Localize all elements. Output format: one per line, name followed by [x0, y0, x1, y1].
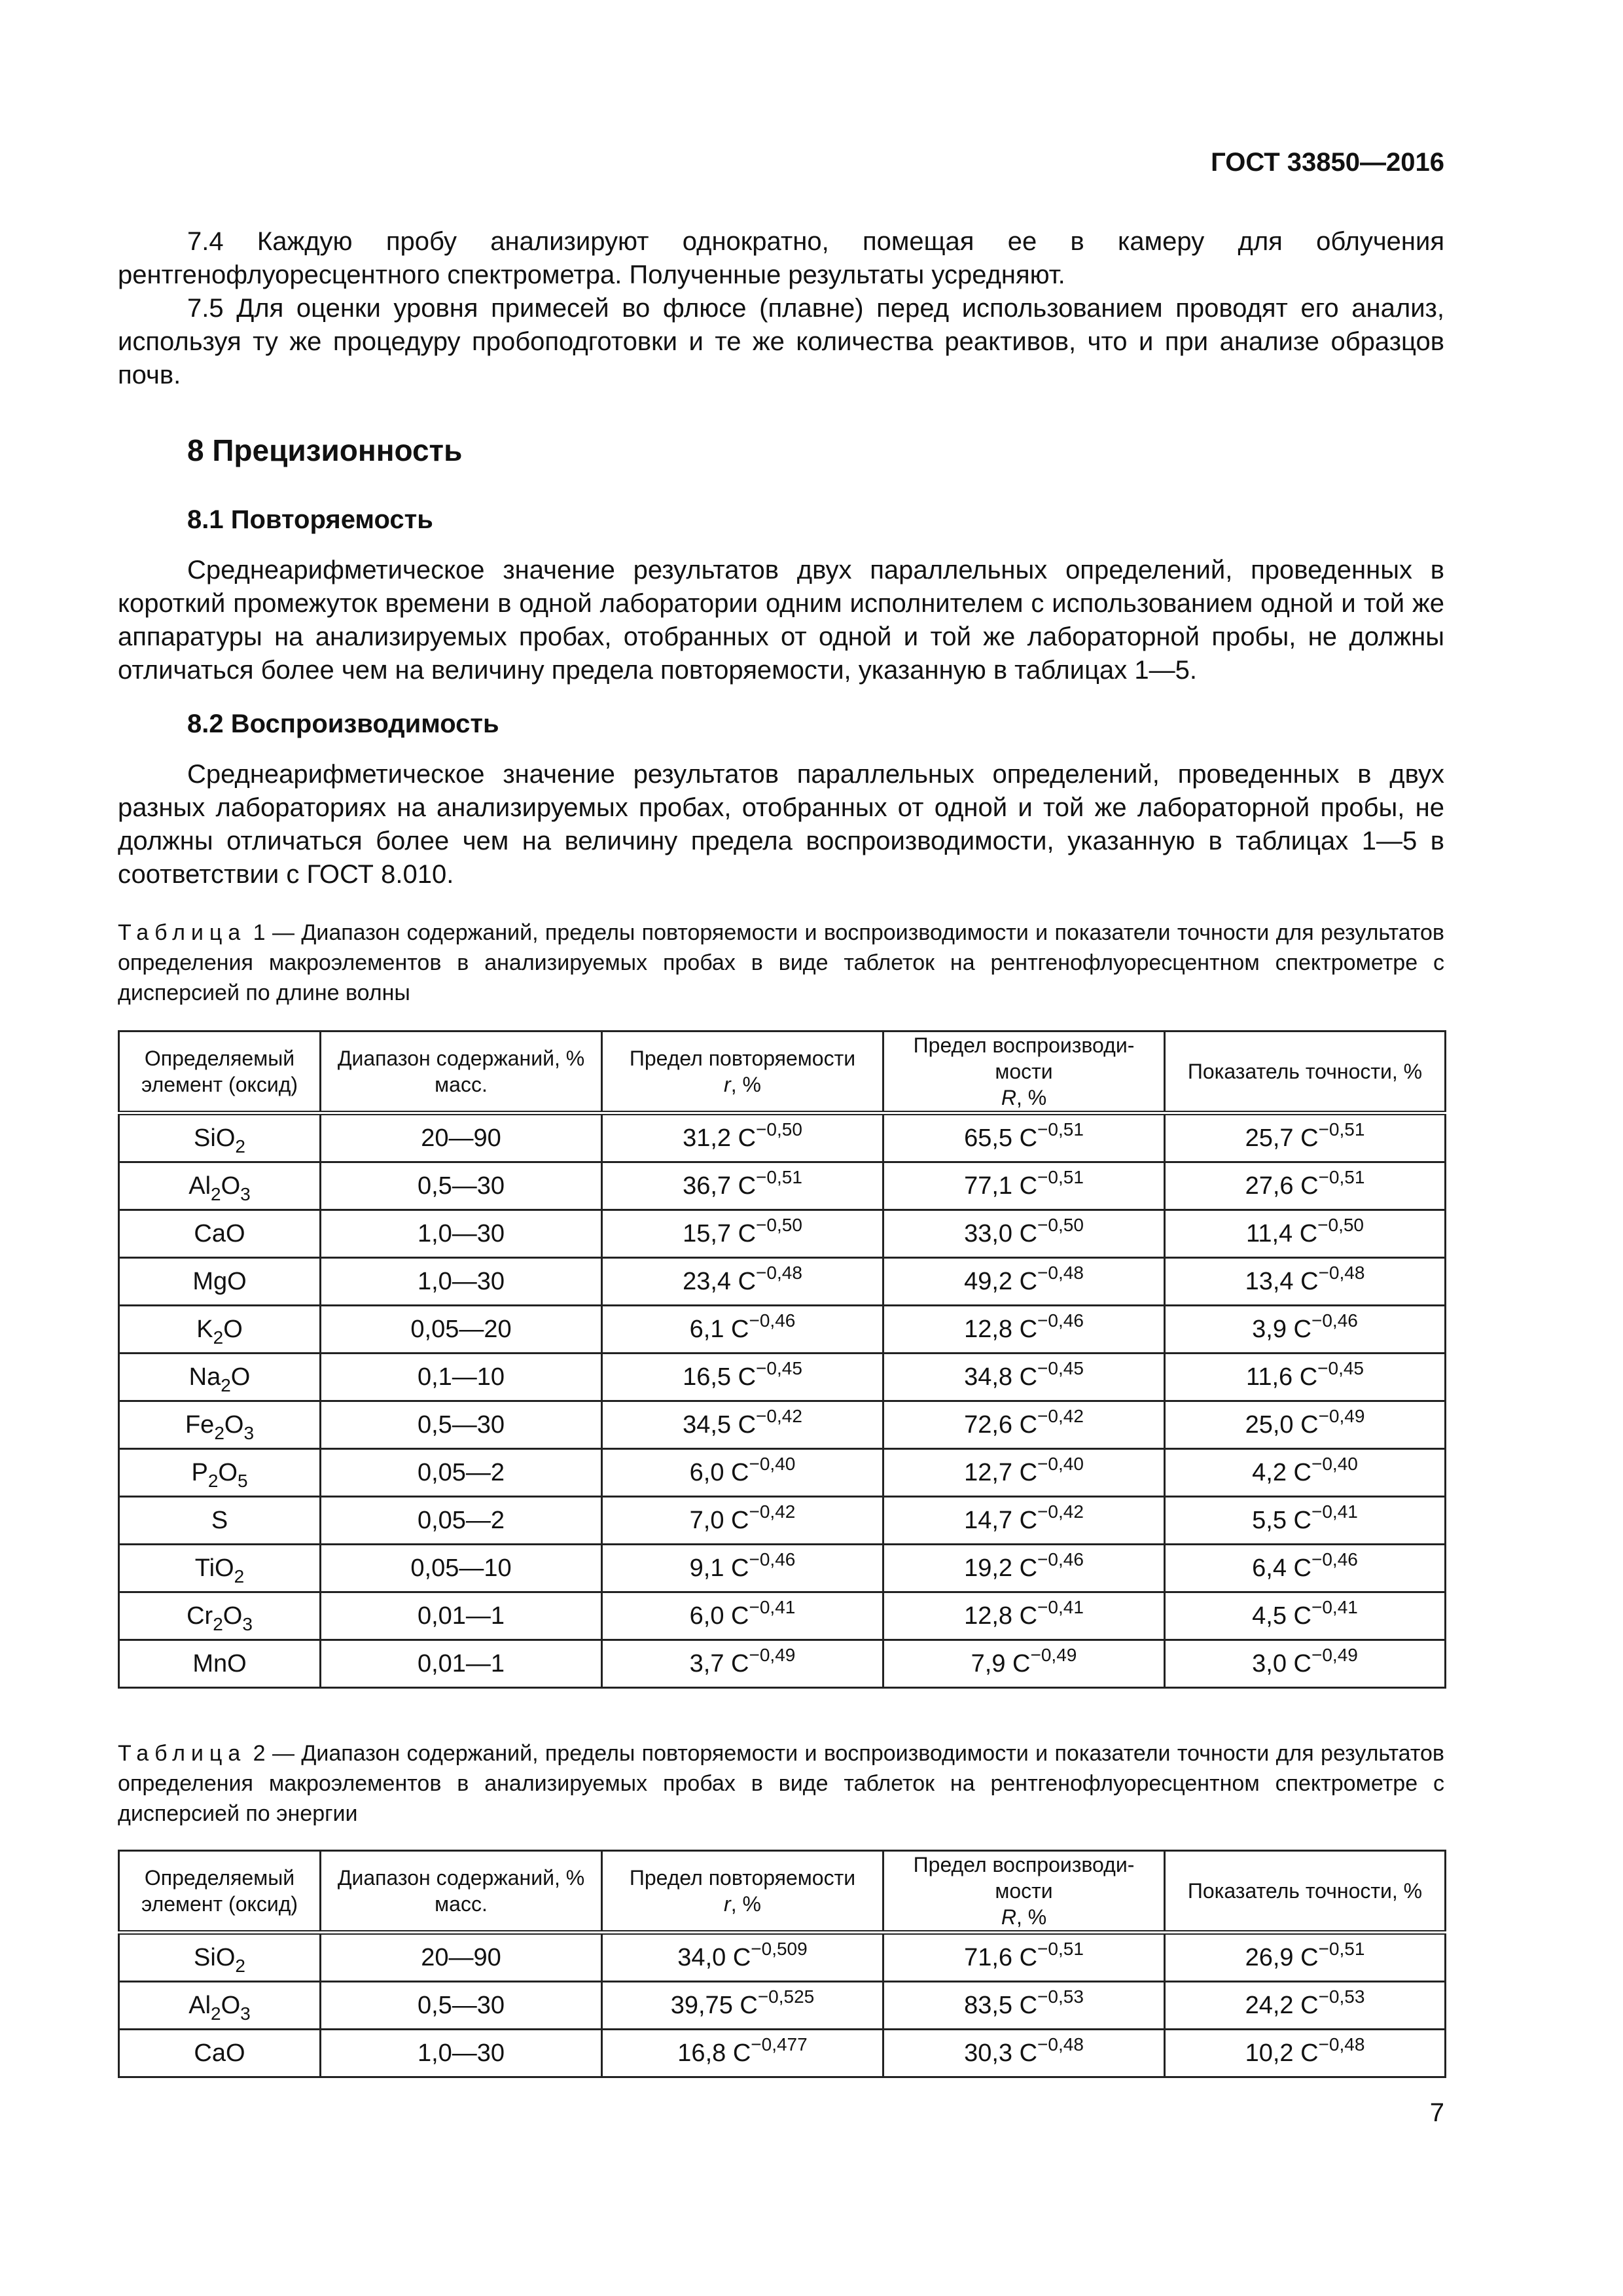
- reproducibility-cell-exponent: −0,48: [1037, 1262, 1084, 1283]
- reproducibility-cell-coef: 14,7 C: [964, 1506, 1038, 1534]
- element-cell: [119, 1449, 321, 1497]
- header-reproducibility-label: Предел воспроизводи-мости: [913, 1033, 1135, 1083]
- repeatability-cell-coef: 15,7 C: [683, 1219, 757, 1247]
- formula-part: Ti: [194, 1554, 215, 1582]
- reproducibility-cell-exponent: −0,46: [1037, 1310, 1084, 1331]
- header-reproducibility: [883, 1031, 1165, 1113]
- table-row: [119, 1162, 1446, 1210]
- table-2-caption-text: 2 — Диапазон содержаний, пределы повторяемости и воспроизводимости и показатели точности для результатов определения макроэлементов в анализируемых пробах в виде таблеток на рентгенофлуоресцентном спектрометре с дисперсией по энергии: [118, 1741, 1444, 1826]
- repeatability-cell-exponent: −0,49: [749, 1644, 796, 1665]
- range-cell: 0,05—2: [321, 1449, 602, 1497]
- header-reproducibility-unit: , %: [1016, 1905, 1047, 1929]
- section-8-1-heading: 8.1 Повторяемость: [187, 505, 433, 534]
- section-8-heading: 8 Прецизионность: [187, 433, 463, 467]
- table-2-caption-tag: Таблица: [118, 1741, 247, 1766]
- repeatability-cell-coef: 6,0 C: [689, 1458, 749, 1486]
- reproducibility-cell: [883, 1640, 1165, 1688]
- repeatability-cell: [602, 1982, 883, 2030]
- reproducibility-cell-coef: 65,5 C: [964, 1124, 1038, 1152]
- section-8-2-text: [118, 758, 1444, 891]
- accuracy-cell: [1165, 1449, 1446, 1497]
- accuracy-cell-coef: 11,6 C: [1246, 1363, 1318, 1391]
- element-cell: [119, 1497, 321, 1545]
- formula-part: Al: [188, 1172, 211, 1200]
- formula-part: MgO: [192, 1267, 247, 1295]
- header-element: Определяемый элемент (оксид): [119, 1851, 321, 1933]
- formula-subscript: 2: [207, 1470, 219, 1491]
- formula-part: MnO: [192, 1649, 247, 1677]
- formula-subscript: 3: [243, 1422, 255, 1443]
- reproducibility-cell: [883, 1258, 1165, 1306]
- formula-part: O: [224, 1410, 244, 1439]
- formula-subscript: 2: [213, 1327, 224, 1348]
- repeatability-cell-coef: 31,2 C: [683, 1124, 757, 1152]
- accuracy-cell-coef: 24,2 C: [1245, 1991, 1319, 2019]
- repeatability-cell-coef: 36,7 C: [683, 1172, 757, 1200]
- element-cell: [119, 1640, 321, 1688]
- document-code: ГОСТ 33850—2016: [1211, 148, 1444, 177]
- formula-subscript: 3: [242, 1613, 253, 1634]
- reproducibility-cell-coef: 71,6 C: [964, 1943, 1038, 1971]
- repeatability-cell: [602, 1449, 883, 1497]
- reproducibility-cell-coef: 12,8 C: [964, 1602, 1038, 1630]
- accuracy-cell-exponent: −0,41: [1311, 1596, 1358, 1617]
- formula-part: O: [223, 1315, 243, 1343]
- reproducibility-cell-coef: 77,1 C: [964, 1172, 1038, 1200]
- accuracy-cell-coef: 3,0 C: [1252, 1649, 1311, 1677]
- range-cell: 1,0—30: [321, 1210, 602, 1258]
- reproducibility-cell: [883, 1933, 1165, 1982]
- header-reproducibility-unit: , %: [1016, 1086, 1047, 1109]
- accuracy-cell: [1165, 1545, 1446, 1592]
- range-cell: 0,05—2: [321, 1497, 602, 1545]
- reproducibility-cell-exponent: −0,50: [1037, 1214, 1084, 1235]
- range-cell: 0,05—10: [321, 1545, 602, 1592]
- table-row: [119, 1449, 1446, 1497]
- element-cell: [119, 1113, 321, 1162]
- accuracy-cell-exponent: −0,48: [1318, 1262, 1365, 1283]
- table-row: [119, 1592, 1446, 1640]
- reproducibility-cell-exponent: −0,41: [1037, 1596, 1084, 1617]
- header-reproducibility-symbol: R: [1001, 1086, 1016, 1109]
- formula-subscript: 2: [213, 1613, 223, 1634]
- formula-subscript: 2: [234, 1566, 245, 1587]
- repeatability-cell-exponent: −0,40: [749, 1453, 796, 1474]
- accuracy-cell-exponent: −0,40: [1311, 1453, 1358, 1474]
- repeatability-cell: [602, 1401, 883, 1449]
- paragraph-8-1: Среднеарифметическое значение результатов двух параллельных определений, проведенных в короткий промежуток времени в одной лаборатории одним исполнителем с использованием одной и той же аппаратуры на анализируемых пробах, отобранных от одной и той же лабораторной пробы, не должны отличаться более чем на величину предела повторяемости, указанную в таблицах 1—5.: [118, 556, 1444, 685]
- reproducibility-cell-coef: 83,5 C: [964, 1991, 1038, 2019]
- formula-part: Si: [194, 1943, 216, 1971]
- accuracy-cell: [1165, 1401, 1446, 1449]
- accuracy-cell-exponent: −0,45: [1317, 1357, 1364, 1378]
- reproducibility-cell-exponent: −0,51: [1037, 1166, 1084, 1187]
- reproducibility-cell: [883, 1497, 1165, 1545]
- table-row: [119, 1210, 1446, 1258]
- formula-part: O: [221, 1172, 241, 1200]
- table-row: [119, 1545, 1446, 1592]
- accuracy-cell-coef: 4,5 C: [1252, 1602, 1311, 1630]
- accuracy-cell: [1165, 1210, 1446, 1258]
- accuracy-cell: [1165, 1982, 1446, 2030]
- repeatability-cell: [602, 1933, 883, 1982]
- header-reproducibility: [883, 1851, 1165, 1933]
- repeatability-cell: [602, 1306, 883, 1354]
- formula-part: P: [191, 1458, 208, 1486]
- accuracy-cell-exponent: −0,46: [1311, 1549, 1358, 1570]
- reproducibility-cell-coef: 12,7 C: [964, 1458, 1038, 1486]
- reproducibility-cell: [883, 1162, 1165, 1210]
- accuracy-cell-exponent: −0,51: [1318, 1938, 1365, 1959]
- repeatability-cell: [602, 1545, 883, 1592]
- repeatability-cell-coef: 39,75 C: [670, 1991, 758, 2019]
- accuracy-cell: [1165, 1306, 1446, 1354]
- element-cell: [119, 1933, 321, 1982]
- header-repeatability: [602, 1031, 883, 1113]
- header-repeatability-symbol: r: [724, 1892, 731, 1916]
- formula-subscript: 2: [235, 1955, 245, 1976]
- formula-part: Na: [188, 1363, 221, 1391]
- formula-part: Fe: [185, 1410, 215, 1439]
- accuracy-cell-exponent: −0,51: [1318, 1119, 1365, 1139]
- reproducibility-cell-coef: 33,0 C: [964, 1219, 1038, 1247]
- table-2-caption: [118, 1738, 1444, 1829]
- repeatability-cell-exponent: −0,525: [757, 1986, 815, 2007]
- formula-part: O: [215, 1943, 236, 1971]
- accuracy-cell-exponent: −0,53: [1318, 1986, 1365, 2007]
- accuracy-cell-exponent: −0,51: [1318, 1166, 1365, 1187]
- repeatability-cell-coef: 7,0 C: [689, 1506, 749, 1534]
- repeatability-cell-coef: 34,0 C: [677, 1943, 751, 1971]
- repeatability-cell-coef: 34,5 C: [683, 1410, 757, 1439]
- element-cell: [119, 1162, 321, 1210]
- formula-part: O: [218, 1458, 238, 1486]
- reproducibility-cell-exponent: −0,51: [1037, 1938, 1084, 1959]
- header-repeatability-label: Предел повторяемости: [629, 1866, 856, 1890]
- accuracy-cell: [1165, 1640, 1446, 1688]
- range-cell: 1,0—30: [321, 1258, 602, 1306]
- accuracy-cell-coef: 5,5 C: [1252, 1506, 1311, 1534]
- reproducibility-cell-coef: 34,8 C: [964, 1363, 1038, 1391]
- reproducibility-cell-exponent: −0,46: [1037, 1549, 1084, 1570]
- table-row: [119, 1982, 1446, 2030]
- accuracy-cell-coef: 27,6 C: [1245, 1172, 1319, 1200]
- section-8-2-heading: 8.2 Воспроизводимость: [187, 709, 499, 738]
- reproducibility-cell: [883, 1982, 1165, 2030]
- table-2-body: [119, 1933, 1446, 2077]
- table-row: [119, 1933, 1446, 1982]
- accuracy-cell: [1165, 1592, 1446, 1640]
- header-reproducibility-symbol: R: [1001, 1905, 1016, 1929]
- accuracy-cell-exponent: −0,48: [1318, 2034, 1365, 2054]
- repeatability-cell-exponent: −0,51: [756, 1166, 802, 1187]
- reproducibility-cell-coef: 7,9 C: [971, 1649, 1031, 1677]
- reproducibility-cell: [883, 1592, 1165, 1640]
- table-row: [119, 1401, 1446, 1449]
- repeatability-cell-exponent: −0,46: [749, 1310, 796, 1331]
- formula-part: S: [211, 1506, 228, 1534]
- accuracy-cell-coef: 4,2 C: [1252, 1458, 1311, 1486]
- accuracy-cell-coef: 13,4 C: [1245, 1267, 1319, 1295]
- accuracy-cell: [1165, 1113, 1446, 1162]
- table-row: [119, 1113, 1446, 1162]
- range-cell: 0,5—30: [321, 1162, 602, 1210]
- reproducibility-cell: [883, 1306, 1165, 1354]
- repeatability-cell: [602, 1497, 883, 1545]
- repeatability-cell-exponent: −0,45: [756, 1357, 802, 1378]
- range-cell: 0,5—30: [321, 1401, 602, 1449]
- accuracy-cell-coef: 3,9 C: [1252, 1315, 1311, 1343]
- repeatability-cell: [602, 1258, 883, 1306]
- element-cell: [119, 1592, 321, 1640]
- header-repeatability-unit: , %: [730, 1073, 761, 1096]
- table-1-body: [119, 1113, 1446, 1688]
- repeatability-cell: [602, 1354, 883, 1401]
- repeatability-cell-exponent: −0,509: [751, 1938, 808, 1959]
- table-row: [119, 1497, 1446, 1545]
- table-1: [118, 1030, 1446, 1689]
- accuracy-cell-coef: 11,4 C: [1246, 1219, 1318, 1247]
- reproducibility-cell-coef: 72,6 C: [964, 1410, 1038, 1439]
- element-cell: [119, 1354, 321, 1401]
- reproducibility-cell-exponent: −0,51: [1037, 1119, 1084, 1139]
- accuracy-cell-coef: 25,0 C: [1245, 1410, 1319, 1439]
- formula-subscript: 3: [240, 1183, 251, 1204]
- reproducibility-cell-exponent: −0,48: [1037, 2034, 1084, 2054]
- table-row: [119, 1354, 1446, 1401]
- accuracy-cell-coef: 25,7 C: [1245, 1124, 1319, 1152]
- formula-part: K: [196, 1315, 213, 1343]
- element-cell: [119, 1401, 321, 1449]
- reproducibility-cell-coef: 19,2 C: [964, 1554, 1038, 1582]
- formula-subscript: 2: [211, 1183, 221, 1204]
- accuracy-cell-coef: 10,2 C: [1245, 2039, 1319, 2067]
- header-element: Определяемый элемент (оксид): [119, 1031, 321, 1113]
- element-cell: [119, 1210, 321, 1258]
- formula-part: O: [221, 1991, 241, 2019]
- section-8-1-text: [118, 554, 1444, 687]
- repeatability-cell-coef: 6,0 C: [689, 1602, 749, 1630]
- repeatability-cell-coef: 9,1 C: [689, 1554, 749, 1582]
- reproducibility-cell-exponent: −0,53: [1037, 1986, 1084, 2007]
- formula-part: Si: [194, 1124, 216, 1152]
- formula-subscript: 5: [237, 1470, 248, 1491]
- repeatability-cell: [602, 1592, 883, 1640]
- range-cell: 20—90: [321, 1113, 602, 1162]
- reproducibility-cell: [883, 1449, 1165, 1497]
- range-cell: 0,05—20: [321, 1306, 602, 1354]
- range-cell: 0,01—1: [321, 1640, 602, 1688]
- range-cell: 20—90: [321, 1933, 602, 1982]
- table-row: [119, 1640, 1446, 1688]
- reproducibility-cell-coef: 30,3 C: [964, 2039, 1038, 2067]
- repeatability-cell-exponent: −0,46: [749, 1549, 796, 1570]
- repeatability-cell-exponent: −0,42: [756, 1405, 802, 1426]
- repeatability-cell-coef: 16,8 C: [677, 2039, 751, 2067]
- range-cell: 0,1—10: [321, 1354, 602, 1401]
- paragraph-7-4: 7.4 Каждую пробу анализируют однократно, помещая ее в камеру для облучения рентгенофлуоресцентного спектрометра. Полученные результаты усредняют.: [118, 227, 1444, 289]
- element-cell: [119, 1982, 321, 2030]
- formula-subscript: 2: [214, 1422, 224, 1443]
- table-1-caption-tag: Таблица: [118, 920, 247, 945]
- element-cell: [119, 2030, 321, 2077]
- formula-part: O: [215, 1554, 234, 1582]
- reproducibility-cell-exponent: −0,42: [1037, 1405, 1084, 1426]
- formula-part: O: [230, 1363, 251, 1391]
- repeatability-cell-coef: 23,4 C: [683, 1267, 757, 1295]
- reproducibility-cell-exponent: −0,45: [1037, 1357, 1084, 1378]
- repeatability-cell-exponent: −0,48: [756, 1262, 802, 1283]
- accuracy-cell: [1165, 1354, 1446, 1401]
- table-1-caption: [118, 918, 1444, 1008]
- formula-subscript: 3: [240, 2003, 251, 2024]
- header-repeatability-unit: , %: [730, 1892, 761, 1916]
- element-cell: [119, 1545, 321, 1592]
- element-cell: [119, 1258, 321, 1306]
- range-cell: 1,0—30: [321, 2030, 602, 2077]
- repeatability-cell-coef: 3,7 C: [689, 1649, 749, 1677]
- accuracy-cell-exponent: −0,49: [1311, 1644, 1358, 1665]
- table-row: [119, 1306, 1446, 1354]
- reproducibility-cell-coef: 12,8 C: [964, 1315, 1038, 1343]
- accuracy-cell: [1165, 1497, 1446, 1545]
- formula-part: O: [223, 1602, 243, 1630]
- header-repeatability-label: Предел повторяемости: [629, 1047, 856, 1070]
- reproducibility-cell-coef: 49,2 C: [964, 1267, 1038, 1295]
- accuracy-cell-exponent: −0,46: [1311, 1310, 1358, 1331]
- repeatability-cell-coef: 6,1 C: [689, 1315, 749, 1343]
- reproducibility-cell: [883, 1210, 1165, 1258]
- table-1-caption-text: 1 — Диапазон содержаний, пределы повторяемости и воспроизводимости и показатели точности для результатов определения макроэлементов в анализируемых пробах в виде таблеток на рентгенофлуоресцентном спектрометре с дисперсией по длине волны: [118, 920, 1444, 1005]
- reproducibility-cell: [883, 1545, 1165, 1592]
- repeatability-cell-exponent: −0,50: [756, 1119, 802, 1139]
- accuracy-cell: [1165, 1162, 1446, 1210]
- reproducibility-cell-exponent: −0,42: [1037, 1501, 1084, 1522]
- header-repeatability-symbol: r: [724, 1073, 731, 1096]
- formula-part: CaO: [194, 2039, 245, 2067]
- formula-subscript: 2: [211, 2003, 221, 2024]
- formula-part: Al: [188, 1991, 211, 2019]
- accuracy-cell-coef: 6,4 C: [1252, 1554, 1311, 1582]
- repeatability-cell-exponent: −0,50: [756, 1214, 802, 1235]
- paragraph-8-2: Среднеарифметическое значение результатов параллельных определений, проведенных в двух разных лабораториях на анализируемых пробах, отобранных от одной и той же лабораторной пробы, не должны отличаться более чем на величину предела воспроизводимости, указанную в таблицах 1—5 в соответствии с ГОСТ 8.010.: [118, 760, 1444, 889]
- table-row: [119, 2030, 1446, 2077]
- formula-part: O: [215, 1124, 236, 1152]
- formula-subscript: 2: [221, 1374, 231, 1395]
- accuracy-cell: [1165, 2030, 1446, 2077]
- repeatability-cell-exponent: −0,477: [751, 2034, 808, 2054]
- header-accuracy: Показатель точности, %: [1165, 1851, 1446, 1933]
- element-cell: [119, 1306, 321, 1354]
- formula-part: Cr: [187, 1602, 213, 1630]
- reproducibility-cell-exponent: −0,40: [1037, 1453, 1084, 1474]
- reproducibility-cell: [883, 1401, 1165, 1449]
- page-number: 7: [1429, 2098, 1444, 2127]
- range-cell: 0,5—30: [321, 1982, 602, 2030]
- accuracy-cell-exponent: −0,49: [1318, 1405, 1365, 1426]
- repeatability-cell: [602, 1162, 883, 1210]
- reproducibility-cell-exponent: −0,49: [1030, 1644, 1077, 1665]
- formula-part: CaO: [194, 1219, 245, 1247]
- repeatability-cell: [602, 1113, 883, 1162]
- repeatability-cell-exponent: −0,41: [749, 1596, 796, 1617]
- header-range: Диапазон содержаний, % масс.: [321, 1851, 602, 1933]
- accuracy-cell-coef: 26,9 C: [1245, 1943, 1319, 1971]
- header-repeatability: [602, 1851, 883, 1933]
- formula-subscript: 2: [235, 1136, 245, 1157]
- accuracy-cell: [1165, 1933, 1446, 1982]
- repeatability-cell: [602, 1210, 883, 1258]
- paragraph-7-5: 7.5 Для оценки уровня примесей во флюсе (плавне) перед использованием проводят его анализ, используя ту же процедуру пробоподготовки и те же количества реактивов, что и при анализе образцов почв.: [118, 294, 1444, 389]
- header-accuracy: Показатель точности, %: [1165, 1031, 1446, 1113]
- reproducibility-cell: [883, 2030, 1165, 2077]
- accuracy-cell: [1165, 1258, 1446, 1306]
- accuracy-cell-exponent: −0,50: [1317, 1214, 1364, 1235]
- repeatability-cell-exponent: −0,42: [749, 1501, 796, 1522]
- header-range: Диапазон содержаний, % масс.: [321, 1031, 602, 1113]
- reproducibility-cell: [883, 1113, 1165, 1162]
- accuracy-cell-exponent: −0,41: [1311, 1501, 1358, 1522]
- repeatability-cell: [602, 1640, 883, 1688]
- table-2-header-row: [119, 1851, 1446, 1933]
- repeatability-cell: [602, 2030, 883, 2077]
- header-reproducibility-label: Предел воспроизводи-мости: [913, 1853, 1135, 1903]
- table-2: [118, 1850, 1446, 2078]
- table-row: [119, 1258, 1446, 1306]
- reproducibility-cell: [883, 1354, 1165, 1401]
- table-1-header-row: [119, 1031, 1446, 1113]
- section-7-text: [118, 225, 1444, 392]
- repeatability-cell-coef: 16,5 C: [683, 1363, 757, 1391]
- range-cell: 0,01—1: [321, 1592, 602, 1640]
